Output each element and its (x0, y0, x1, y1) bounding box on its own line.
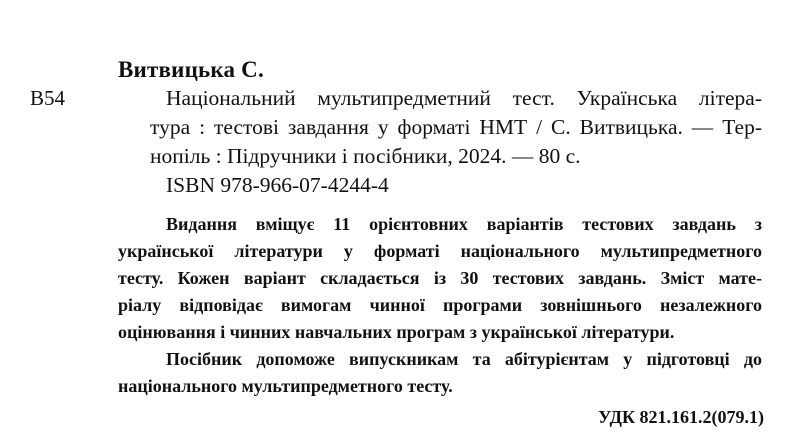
description-line-2: тура : тестові завдання у форматі НМТ / С. Витвицька. — Тер- (150, 115, 762, 139)
annotation-line-3: тесту. Кожен варіант складається із 30 тестових завдань. Зміст мате- (118, 268, 762, 288)
annotation-line-7: національного мультипредметного тесту. (118, 376, 453, 396)
udk-code: УДК 821.161.2(079.1) (598, 407, 764, 427)
description-line-3: нопіль : Підручники і посібники, 2024. — 80 с. (150, 144, 581, 168)
library-index: В54 (30, 86, 66, 110)
annotation-line-1: Видання вміщує 11 орієнтовних варіантів тестових завдань з (166, 214, 762, 234)
description-line-1: Національний мультипредметний тест. Українська літера- (166, 86, 762, 110)
annotation-line-5: оцінювання і чинних навчальних програм з української літератури. (118, 322, 675, 342)
annotation-line-4: ріалу відповідає вимогам чинної програми зовнішнього незалежного (118, 295, 762, 315)
annotation-line-6: Посібник допоможе випускникам та абітурієнтам у підготовці до (166, 349, 762, 369)
isbn: ISBN 978-966-07-4244-4 (166, 173, 389, 197)
annotation-line-2: української літератури у форматі національного мультипредметного (118, 241, 762, 261)
author-heading: Витвицька С. (118, 57, 264, 82)
